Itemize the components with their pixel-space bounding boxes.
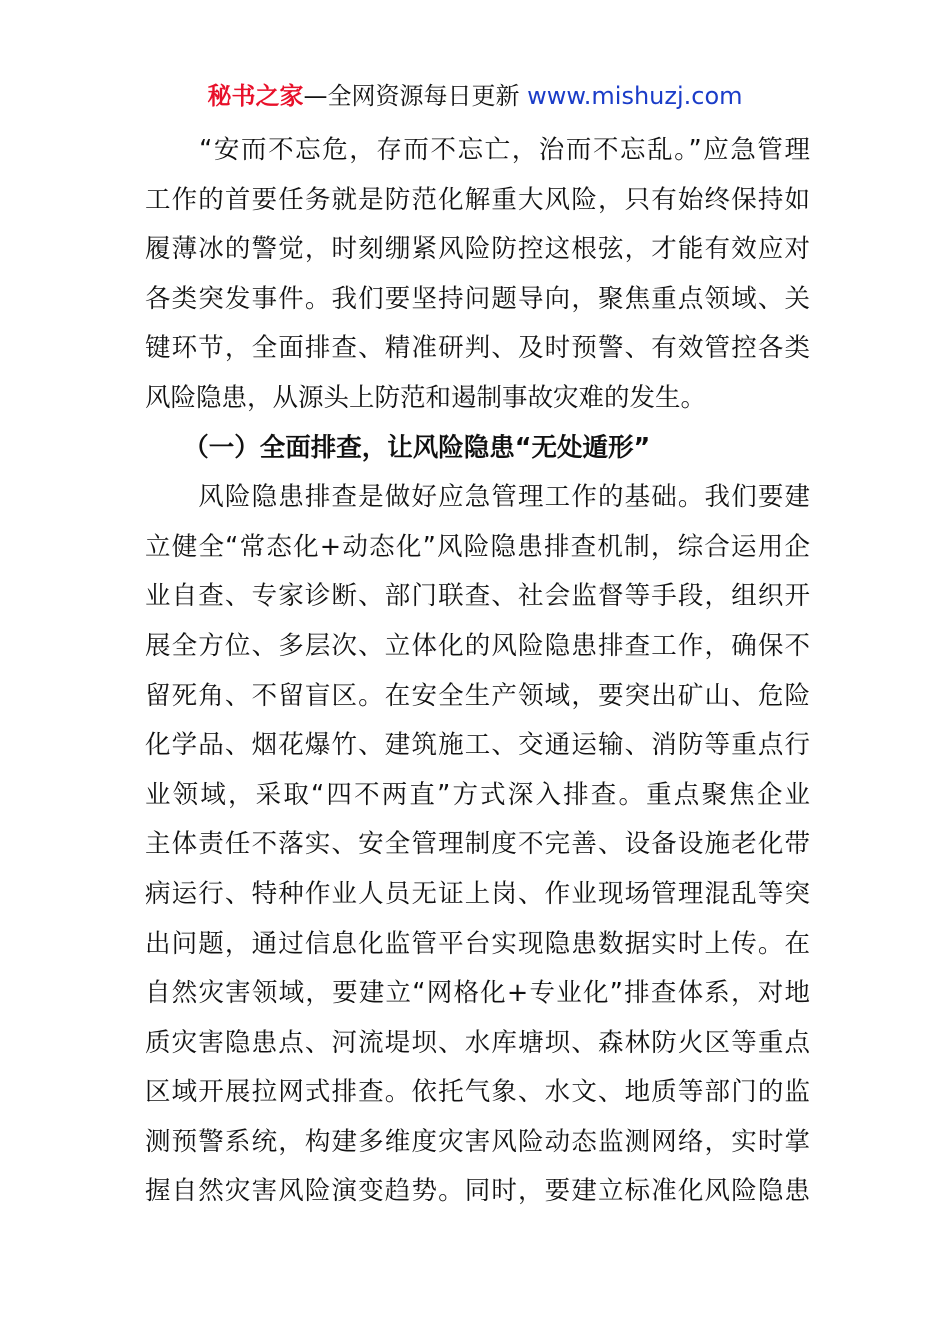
text-line: 握自然灾害风险演变趋势。同时，要建立标准化风险隐患 [145, 1176, 810, 1207]
text-line: 风险隐患，从源头上防范和遏制事故灾难的发生。 [145, 382, 707, 413]
brand-name: 秘书之家 [207, 82, 304, 110]
text-line: 质灾害隐患点、河流堤坝、水库塘坝、森林防火区等重点 [145, 1027, 810, 1058]
text-line: 自然灾害领域，要建立“网格化+专业化”排查体系，对地 [145, 978, 810, 1009]
text-line: 各类突发事件。我们要坚持问题导向，聚焦重点领域、关 [145, 283, 810, 314]
text-line: 工作的首要任务就是防范化解重大风险，只有始终保持如 [145, 184, 810, 215]
text-line: 业领域，采取“四不两直”方式深入排查。重点聚焦企业 [145, 779, 810, 810]
site-header [0, 78, 950, 114]
text-line: 测预警系统，构建多维度灾害风险动态监测网络，实时掌 [145, 1126, 810, 1157]
header-tagline: —全网资源每日更新 [303, 82, 528, 110]
document-body [145, 126, 810, 1217]
text-line: 履薄冰的警觉，时刻绷紧风险防控这根弦，才能有效应对 [145, 234, 810, 265]
text-line: 化学品、烟花爆竹、建筑施工、交通运输、消防等重点行 [145, 730, 810, 761]
text-line: 主体责任不落实、安全管理制度不完善、设备设施老化带 [145, 829, 810, 860]
text-line: 出问题，通过信息化监管平台实现隐患数据实时上传。在 [145, 928, 810, 959]
text-line: 展全方位、多层次、立体化的风险隐患排查工作，确保不 [145, 630, 810, 661]
text-line: 立健全“常态化+动态化”风险隐患排查机制，综合运用企 [145, 531, 810, 562]
text-line: 业自查、专家诊断、部门联查、社会监督等手段，组织开 [145, 581, 810, 612]
text-line: 键环节，全面排查、精准研判、及时预警、有效管控各类 [145, 333, 810, 364]
text-line: 区域开展拉网式排查。依托气象、水文、地质等部门的监 [145, 1077, 810, 1108]
text-line: 病运行、特种作业人员无证上岗、作业现场管理混乱等突 [145, 878, 810, 909]
site-url[interactable]: www.mishuzj.com [527, 82, 743, 110]
text-line: 风险隐患排查是做好应急管理工作的基础。我们要建 [145, 482, 810, 513]
text-line: 留死角、不留盲区。在安全生产领域，要突出矿山、危险 [145, 680, 810, 711]
text-line: “安而不忘危，存而不忘亡，治而不忘乱。”应急管理 [145, 135, 810, 165]
section-heading: （一）全面排查，让风险隐患“无处遁形” [145, 432, 651, 463]
